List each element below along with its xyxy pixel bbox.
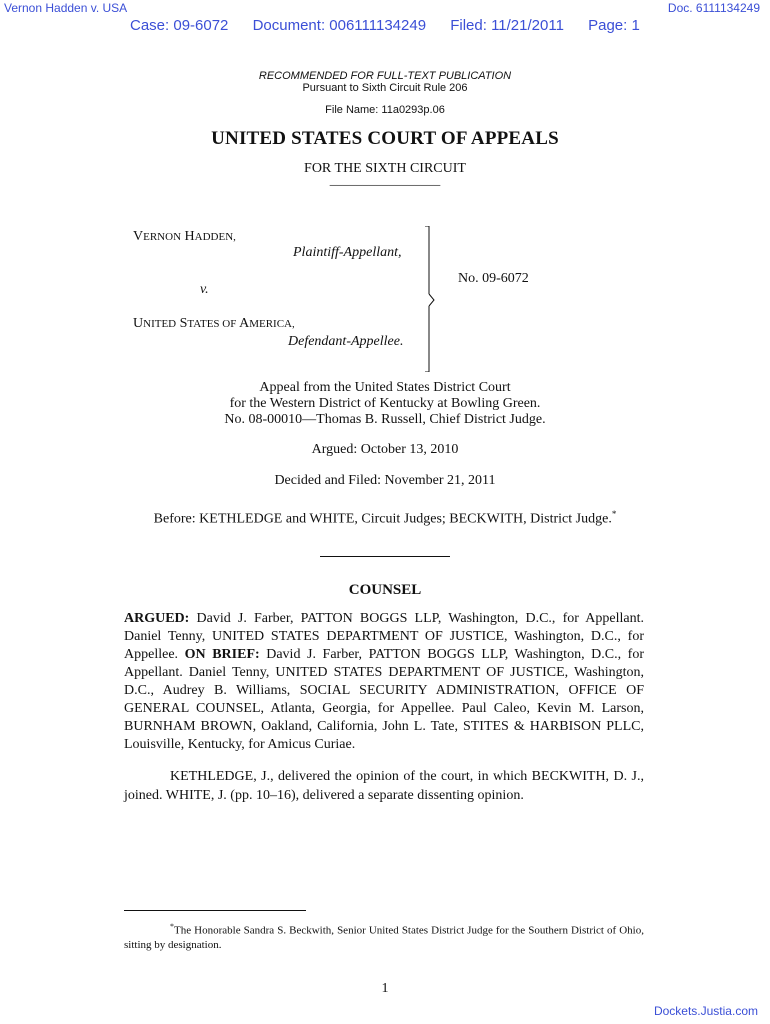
argued-text: David J. Farber, PATTON BOGGS LLP, Washington, D.C., for Appellant. Daniel Tenny, UNITED STATES DEPARTMENT OF JUSTICE, Washington, D.C., for Appellee. bbox=[124, 611, 644, 662]
counsel-heading: COUNSEL bbox=[348, 582, 422, 598]
versus-label: v. bbox=[200, 282, 209, 297]
caption-bracket bbox=[425, 226, 439, 372]
brief-label: ON BRIEF: bbox=[184, 647, 260, 662]
argued-label: ARGUED: bbox=[124, 611, 190, 626]
brief-text: David J. Farber, PATTON BOGGS LLP, Washington, D.C., for Appellant. Daniel Tenny, UNITED STATES DEPARTMENT OF JUSTICE, Washington, D.C., Audrey B. Williams, SOCIAL SECURITY ADMINISTRATION, OFFICE OF GENERAL COUNSEL, Atlanta, Georgia, for Appellee. Paul Caleo, Kevin M. Larson, BURNHAM BROWN, Oakland, California, John L. Tate, STITES & HARBISON PLLC, Louisville, Kentucky, for Amicus Curiae. bbox=[124, 647, 645, 752]
page-number: 1 bbox=[381, 981, 389, 996]
document-number-watermark[interactable]: Doc. 6111134249 bbox=[667, 1, 760, 15]
argued-date: Argued: October 13, 2010 bbox=[311, 442, 459, 457]
court-circuit: FOR THE SIXTH CIRCUIT bbox=[304, 161, 466, 176]
defendant-name: UNITED STATES OF AMERICA, bbox=[133, 316, 295, 331]
court-name: UNITED STATES COURT OF APPEALS bbox=[211, 128, 559, 149]
docket-number: No. 09-6072 bbox=[458, 271, 529, 286]
footnote-marker[interactable]: * bbox=[611, 509, 617, 519]
footnote-rule bbox=[124, 910, 306, 911]
defendant-role: Defendant-Appellee. bbox=[288, 334, 404, 349]
panel-judges: Before: KETHLEDGE and WHITE, Circuit Judges; BECKWITH, District Judge.* bbox=[153, 509, 617, 527]
plaintiff-name: VERNON HADDEN, bbox=[133, 229, 236, 244]
section-divider bbox=[320, 556, 450, 557]
document-number-label: Document: 006111134249 bbox=[252, 17, 427, 34]
plaintiff-role: Plaintiff-Appellant, bbox=[293, 245, 402, 260]
filing-header bbox=[130, 17, 660, 34]
decided-date: Decided and Filed: November 21, 2011 bbox=[274, 473, 496, 488]
footnote-text: The Honorable Sandra S. Beckwith, Senior United States District Judge for the Southern District of Ohio, sitting by designation. bbox=[124, 924, 644, 951]
counsel-paragraph bbox=[124, 610, 644, 754]
footnote bbox=[124, 920, 644, 952]
opinion-paragraph: KETHLEDGE, J., delivered the opinion of the court, in which BECKWITH, D. J., joined. WHITE, J. (pp. 10–16), delivered a separate dissenting opinion. bbox=[124, 769, 644, 803]
circuit-rule-line: _________________ bbox=[329, 172, 441, 187]
appeal-line-1: Appeal from the United States District Court bbox=[259, 380, 511, 395]
source-link[interactable]: Dockets.Justia.com bbox=[653, 1004, 758, 1018]
appeal-line-3: No. 08-00010—Thomas B. Russell, Chief District Judge. bbox=[224, 412, 546, 427]
document-title-watermark[interactable]: Vernon Hadden v. USA bbox=[4, 1, 128, 15]
filed-date-label: Filed: 11/21/2011 bbox=[450, 17, 564, 34]
case-number-label: Case: 09-6072 bbox=[130, 17, 229, 34]
appeal-info bbox=[0, 380, 770, 428]
publication-recommendation: RECOMMENDED FOR FULL-TEXT PUBLICATION bbox=[258, 70, 512, 82]
publication-rule: Pursuant to Sixth Circuit Rule 206 bbox=[302, 82, 468, 94]
page-label: Page: 1 bbox=[588, 17, 640, 34]
appeal-line-2: for the Western District of Kentucky at Bowling Green. bbox=[229, 396, 541, 411]
footnote-mark: * bbox=[170, 922, 174, 931]
file-name: File Name: 11a0293p.06 bbox=[325, 104, 445, 116]
